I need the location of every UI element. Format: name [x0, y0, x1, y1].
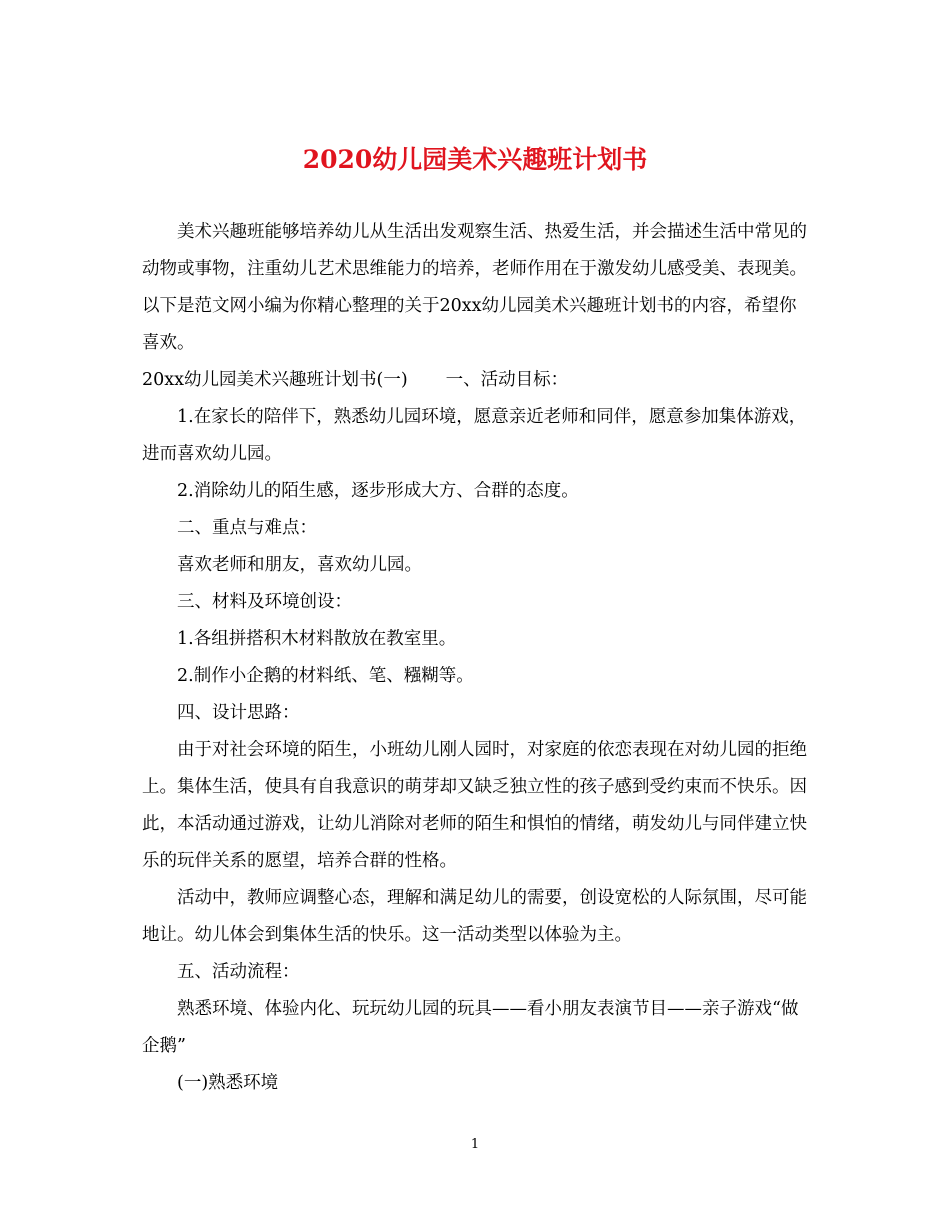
document-body: [142, 214, 807, 1102]
intro-paragraph: 美术兴趣班能够培养幼儿从生活出发观察生活、热爱生活，并会描述生活中常见的动物或事物，注重幼儿艺术思维能力的培养，老师作用在于激发幼儿感受美、表现美。以下是范文网小编为你精心整理的关于20xx幼儿园美术兴趣班计划书的内容，希望你喜欢。: [142, 222, 807, 353]
key-point-text: 喜欢老师和朋友，喜欢幼儿园。: [177, 555, 422, 575]
material-item-1: 1.各组拼搭积木材料散放在教室里。: [177, 629, 457, 649]
section-heading-2: 二、重点与难点：: [177, 518, 317, 538]
document-title: 2020幼儿园美术兴趣班计划书: [302, 145, 648, 174]
process-step-1: (一)熟悉环境: [177, 1073, 279, 1093]
section-heading-4: 四、设计思路：: [177, 703, 300, 723]
material-item-2: 2.制作小企鹅的材料纸、笔、糨糊等。: [177, 666, 474, 686]
section-heading-1: 一、活动目标：: [445, 370, 569, 390]
goal-item-1: 1.在家长的陪伴下，熟悉幼儿园环境，愿意亲近老师和同伴，愿意参加集体游戏，进而喜欢幼儿园。: [142, 407, 807, 464]
goal-item-2: 2.消除幼儿的陌生感，逐步形成大方、合群的态度。: [177, 481, 579, 501]
section-heading-5: 五、活动流程：: [177, 962, 300, 982]
section-heading-3: 三、材料及环境创设：: [177, 592, 352, 612]
plan-subtitle: 20xx幼儿园美术兴趣班计划书(一): [142, 370, 408, 390]
plan-heading-line: [142, 362, 807, 399]
page-number: 1: [470, 1137, 480, 1152]
design-paragraph-2: 活动中，教师应调整心态，理解和满足幼儿的需要，创设宽松的人际氛围，尽可能地让。幼儿体会到集体生活的快乐。这一活动类型以体验为主。: [142, 888, 807, 945]
process-paragraph: 熟悉环境、体验内化、玩玩幼儿园的玩具——看小朋友表演节目——亲子游戏“做企鹅”: [142, 999, 799, 1056]
design-paragraph-1: 由于对社会环境的陌生，小班幼儿刚人园时，对家庭的依恋表现在对幼儿园的拒绝上。集体生活，使具有自我意识的萌芽却又缺乏独立性的孩子感到受约束而不快乐。因此，本活动通过游戏，让幼儿消除对老师的陌生和惧怕的情绪，萌发幼儿与同伴建立快乐的玩伴关系的愿望，培养合群的性格。: [142, 740, 807, 871]
